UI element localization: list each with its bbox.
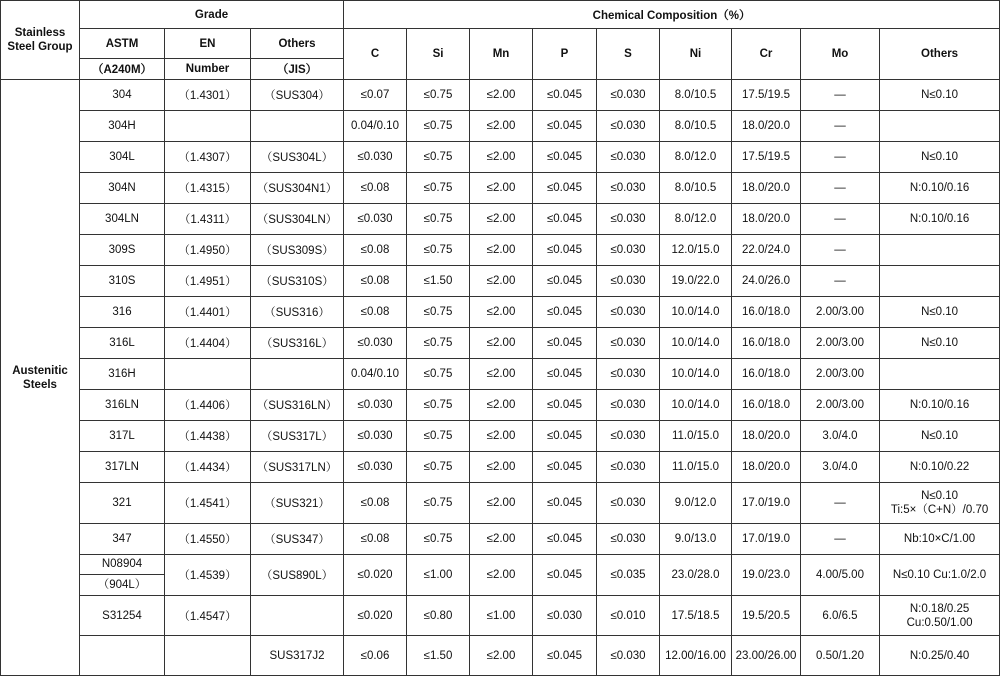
cell-si: ≤0.75 (407, 235, 470, 266)
cell-mo: 4.00/5.00 (801, 555, 880, 596)
cell-astm: 347 (80, 524, 165, 555)
cell-jis: （SUS317LN） (251, 452, 344, 483)
cell-other: N:0.25/0.40 (880, 636, 1000, 676)
astm-alias: （904L） (97, 579, 147, 591)
cell-en: （1.4438） (165, 421, 251, 452)
cell-mn: ≤2.00 (470, 80, 533, 111)
cell-mn: ≤2.00 (470, 328, 533, 359)
header-en: EN (165, 29, 251, 59)
cell-jis: （SUS316） (251, 297, 344, 328)
cell-en: （1.4951） (165, 266, 251, 297)
cell-si: ≤0.75 (407, 390, 470, 421)
cell-ni: 10.0/14.0 (660, 328, 732, 359)
cell-astm: 309S (80, 235, 165, 266)
cell-cr: 17.5/19.5 (732, 80, 801, 111)
cell-c: 0.04/0.10 (344, 111, 407, 142)
cell-other (880, 111, 1000, 142)
cell-mo: — (801, 142, 880, 173)
cell-ni: 8.0/10.5 (660, 173, 732, 204)
cell-mn: ≤2.00 (470, 390, 533, 421)
cell-si: ≤1.00 (407, 555, 470, 596)
header-en-sub: Number (165, 59, 251, 80)
cell-other: N:0.10/0.16 (880, 390, 1000, 421)
cell-p: ≤0.045 (533, 390, 597, 421)
cell-si: ≤0.75 (407, 297, 470, 328)
cell-en: （1.4315） (165, 173, 251, 204)
cell-cr: 24.0/26.0 (732, 266, 801, 297)
cell-p: ≤0.045 (533, 235, 597, 266)
cell-en: （1.4550） (165, 524, 251, 555)
cell-cr: 18.0/20.0 (732, 204, 801, 235)
cell-jis: （SUS316LN） (251, 390, 344, 421)
cell-s: ≤0.030 (597, 204, 660, 235)
cell-ni: 9.0/12.0 (660, 483, 732, 524)
cell-p: ≤0.045 (533, 173, 597, 204)
cell-en: （1.4311） (165, 204, 251, 235)
cell-s: ≤0.030 (597, 80, 660, 111)
cell-c: ≤0.08 (344, 173, 407, 204)
cell-p: ≤0.045 (533, 297, 597, 328)
cell-mo: 0.50/1.20 (801, 636, 880, 676)
cell-astm: 316LN (80, 390, 165, 421)
cell-other (880, 596, 1000, 636)
cell-ni: 17.5/18.5 (660, 596, 732, 636)
cell-s: ≤0.030 (597, 235, 660, 266)
cell-ni: 8.0/10.5 (660, 80, 732, 111)
cell-astm: 304 (80, 80, 165, 111)
cell-astm (80, 636, 165, 676)
cell-ni: 8.0/12.0 (660, 142, 732, 173)
cell-cr: 18.0/20.0 (732, 173, 801, 204)
cell-c: ≤0.08 (344, 297, 407, 328)
cell-s: ≤0.030 (597, 111, 660, 142)
cell-other (880, 483, 1000, 524)
cell-mo: 2.00/3.00 (801, 390, 880, 421)
cell-jis (251, 596, 344, 636)
cell-jis: （SUS309S） (251, 235, 344, 266)
cell-mo: — (801, 204, 880, 235)
cell-c: ≤0.030 (344, 142, 407, 173)
cell-si: ≤0.75 (407, 204, 470, 235)
cell-jis: （SUS304L） (251, 142, 344, 173)
cell-en (165, 636, 251, 676)
cell-astm: 304LN (80, 204, 165, 235)
cell-mn: ≤2.00 (470, 483, 533, 524)
header-grade: Grade (80, 1, 344, 29)
cell-mo: — (801, 483, 880, 524)
cell-cr: 16.0/18.0 (732, 359, 801, 390)
cell-jis: （SUS347） (251, 524, 344, 555)
cell-jis: （SUS316L） (251, 328, 344, 359)
cell-si: ≤0.75 (407, 359, 470, 390)
cell-en: （1.4547） (165, 596, 251, 636)
cell-mo: 2.00/3.00 (801, 359, 880, 390)
cell-jis: （SUS304N1） (251, 173, 344, 204)
cell-astm: 316H (80, 359, 165, 390)
cell-other: N≤0.10 Cu:1.0/2.0 (880, 555, 1000, 596)
header-stainless-steel-group: Stainless Steel Group (1, 1, 80, 80)
group-austenitic-steels: Austenitic Steels (1, 80, 80, 676)
table-row (1, 390, 1000, 421)
cell-astm: 321 (80, 483, 165, 524)
header-mo: Mo (801, 29, 880, 80)
cell-astm: 304N (80, 173, 165, 204)
cell-en: （1.4301） (165, 80, 251, 111)
table-row (1, 555, 1000, 596)
cell-s: ≤0.030 (597, 266, 660, 297)
header-s: S (597, 29, 660, 80)
header-ni: Ni (660, 29, 732, 80)
cell-astm: 316L (80, 328, 165, 359)
cell-si: ≤1.50 (407, 636, 470, 676)
cell-jis (251, 359, 344, 390)
cell-jis (251, 111, 344, 142)
table-row (1, 452, 1000, 483)
header-others-composition: Others (880, 29, 1000, 80)
table-row (1, 111, 1000, 142)
cell-s: ≤0.030 (597, 173, 660, 204)
cell-ni: 12.00/16.00 (660, 636, 732, 676)
cell-mn: ≤2.00 (470, 524, 533, 555)
table-row (1, 328, 1000, 359)
cell-other: N:0.10/0.16 (880, 204, 1000, 235)
cell-astm: 304L (80, 142, 165, 173)
cell-jis: SUS317J2 (251, 636, 344, 676)
cell-mn: ≤2.00 (470, 204, 533, 235)
table-body (1, 80, 1000, 676)
cell-mo: 3.0/4.0 (801, 452, 880, 483)
cell-c: ≤0.030 (344, 452, 407, 483)
cell-s: ≤0.030 (597, 483, 660, 524)
cell-s: ≤0.030 (597, 524, 660, 555)
cell-cr: 18.0/20.0 (732, 452, 801, 483)
other-line-2: Cu:0.50/1.00 (906, 616, 973, 629)
header-others-sub: （JIS） (251, 59, 344, 80)
cell-p: ≤0.045 (533, 142, 597, 173)
cell-c: ≤0.030 (344, 204, 407, 235)
cell-astm: S31254 (80, 596, 165, 636)
header-others-grade: Others (251, 29, 344, 59)
cell-mo: — (801, 173, 880, 204)
cell-mn: ≤2.00 (470, 636, 533, 676)
cell-c: ≤0.08 (344, 483, 407, 524)
cell-c: ≤0.06 (344, 636, 407, 676)
cell-cr: 18.0/20.0 (732, 111, 801, 142)
cell-en: （1.4401） (165, 297, 251, 328)
table-row (1, 80, 1000, 111)
cell-mn: ≤1.00 (470, 596, 533, 636)
cell-other: N≤0.10 (880, 328, 1000, 359)
cell-jis: （SUS310S） (251, 266, 344, 297)
cell-p: ≤0.045 (533, 266, 597, 297)
cell-other (880, 235, 1000, 266)
cell-s: ≤0.030 (597, 636, 660, 676)
cell-c: ≤0.020 (344, 555, 407, 596)
cell-astm: 317LN (80, 452, 165, 483)
cell-si: ≤0.75 (407, 173, 470, 204)
cell-ni: 9.0/13.0 (660, 524, 732, 555)
cell-en: （1.4950） (165, 235, 251, 266)
cell-mo: 2.00/3.00 (801, 328, 880, 359)
cell-s: ≤0.010 (597, 596, 660, 636)
cell-astm: 316 (80, 297, 165, 328)
header-astm-sub: （A240M） (80, 59, 165, 80)
table-row (1, 266, 1000, 297)
cell-mn: ≤2.00 (470, 359, 533, 390)
cell-s: ≤0.030 (597, 452, 660, 483)
table-row (1, 173, 1000, 204)
cell-c: ≤0.030 (344, 328, 407, 359)
cell-s: ≤0.030 (597, 328, 660, 359)
cell-en: （1.4406） (165, 390, 251, 421)
cell-si: ≤0.75 (407, 524, 470, 555)
cell-cr: 17.0/19.0 (732, 483, 801, 524)
cell-other: N≤0.10 (880, 421, 1000, 452)
cell-mo: 3.0/4.0 (801, 421, 880, 452)
cell-en: （1.4539） (165, 555, 251, 596)
cell-mo: 2.00/3.00 (801, 297, 880, 328)
cell-jis: （SUS304） (251, 80, 344, 111)
cell-jis: （SUS304LN） (251, 204, 344, 235)
cell-en (165, 111, 251, 142)
cell-other: Nb:10×C/1.00 (880, 524, 1000, 555)
header-si: Si (407, 29, 470, 80)
cell-jis: （SUS890L） (251, 555, 344, 596)
table-row (1, 596, 1000, 636)
cell-ni: 19.0/22.0 (660, 266, 732, 297)
cell-cr: 19.5/20.5 (732, 596, 801, 636)
cell-p: ≤0.045 (533, 483, 597, 524)
cell-en: （1.4404） (165, 328, 251, 359)
cell-c: ≤0.030 (344, 390, 407, 421)
cell-cr: 18.0/20.0 (732, 421, 801, 452)
cell-cr: 16.0/18.0 (732, 297, 801, 328)
cell-ni: 10.0/14.0 (660, 297, 732, 328)
cell-astm: 317L (80, 421, 165, 452)
cell-jis: （SUS321） (251, 483, 344, 524)
header-chemical-composition: Chemical Composition（%） (344, 1, 1000, 29)
cell-cr: 22.0/24.0 (732, 235, 801, 266)
cell-other: N≤0.10 (880, 142, 1000, 173)
cell-s: ≤0.030 (597, 142, 660, 173)
cell-si: ≤0.75 (407, 421, 470, 452)
cell-ni: 8.0/10.5 (660, 111, 732, 142)
cell-mo: — (801, 524, 880, 555)
cell-c: ≤0.030 (344, 421, 407, 452)
cell-si: ≤0.75 (407, 111, 470, 142)
cell-cr: 17.5/19.5 (732, 142, 801, 173)
cell-en: （1.4541） (165, 483, 251, 524)
cell-mo: — (801, 80, 880, 111)
cell-p: ≤0.045 (533, 80, 597, 111)
cell-mn: ≤2.00 (470, 297, 533, 328)
cell-ni: 12.0/15.0 (660, 235, 732, 266)
cell-c: ≤0.07 (344, 80, 407, 111)
cell-mn: ≤2.00 (470, 111, 533, 142)
cell-other: N≤0.10 (880, 80, 1000, 111)
cell-c: ≤0.08 (344, 235, 407, 266)
other-line-2: Ti:5×（C+N）/0.70 (890, 504, 989, 516)
cell-s: ≤0.030 (597, 359, 660, 390)
header-astm: ASTM (80, 29, 165, 59)
cell-c: 0.04/0.10 (344, 359, 407, 390)
cell-astm: 310S (80, 266, 165, 297)
cell-en: （1.4307） (165, 142, 251, 173)
cell-cr: 19.0/23.0 (732, 555, 801, 596)
cell-c: ≤0.020 (344, 596, 407, 636)
cell-si: ≤0.75 (407, 142, 470, 173)
cell-p: ≤0.045 (533, 328, 597, 359)
cell-si: ≤0.75 (407, 328, 470, 359)
cell-p: ≤0.045 (533, 524, 597, 555)
cell-mn: ≤2.00 (470, 452, 533, 483)
cell-ni: 11.0/15.0 (660, 421, 732, 452)
cell-mo: 6.0/6.5 (801, 596, 880, 636)
cell-ni: 8.0/12.0 (660, 204, 732, 235)
table-row (1, 235, 1000, 266)
other-line-1: N≤0.10 (921, 490, 959, 502)
cell-jis: （SUS317L） (251, 421, 344, 452)
header-p: P (533, 29, 597, 80)
table-row (1, 297, 1000, 328)
cell-si: ≤1.50 (407, 266, 470, 297)
cell-other: N:0.10/0.22 (880, 452, 1000, 483)
table-row (1, 359, 1000, 390)
table-row (1, 483, 1000, 524)
table-row (1, 524, 1000, 555)
cell-mn: ≤2.00 (470, 173, 533, 204)
cell-mn: ≤2.00 (470, 142, 533, 173)
cell-mo: — (801, 111, 880, 142)
cell-mn: ≤2.00 (470, 266, 533, 297)
cell-cr: 16.0/18.0 (732, 390, 801, 421)
cell-p: ≤0.045 (533, 204, 597, 235)
cell-other (880, 266, 1000, 297)
cell-other: N≤0.10 (880, 297, 1000, 328)
cell-p: ≤0.030 (533, 596, 597, 636)
cell-astm (80, 555, 165, 596)
cell-si: ≤0.75 (407, 80, 470, 111)
header-cr: Cr (732, 29, 801, 80)
cell-ni: 23.0/28.0 (660, 555, 732, 596)
cell-si: ≤0.75 (407, 483, 470, 524)
cell-p: ≤0.045 (533, 421, 597, 452)
cell-s: ≤0.035 (597, 555, 660, 596)
table-row (1, 636, 1000, 676)
cell-p: ≤0.045 (533, 636, 597, 676)
cell-ni: 10.0/14.0 (660, 359, 732, 390)
cell-ni: 11.0/15.0 (660, 452, 732, 483)
cell-cr: 23.00/26.00 (732, 636, 801, 676)
cell-en (165, 359, 251, 390)
cell-mn: ≤2.00 (470, 555, 533, 596)
cell-p: ≤0.045 (533, 555, 597, 596)
cell-mo: — (801, 235, 880, 266)
cell-cr: 16.0/18.0 (732, 328, 801, 359)
cell-p: ≤0.045 (533, 359, 597, 390)
cell-si: ≤0.80 (407, 596, 470, 636)
astm-uns-number: N08904 (80, 555, 164, 575)
table-row (1, 142, 1000, 173)
cell-en: （1.4434） (165, 452, 251, 483)
cell-p: ≤0.045 (533, 111, 597, 142)
cell-p: ≤0.045 (533, 452, 597, 483)
cell-cr: 17.0/19.0 (732, 524, 801, 555)
table-row (1, 204, 1000, 235)
cell-s: ≤0.030 (597, 421, 660, 452)
cell-ni: 10.0/14.0 (660, 390, 732, 421)
cell-mn: ≤2.00 (470, 421, 533, 452)
cell-s: ≤0.030 (597, 297, 660, 328)
cell-mo: — (801, 266, 880, 297)
cell-other: N:0.10/0.16 (880, 173, 1000, 204)
cell-s: ≤0.030 (597, 390, 660, 421)
cell-c: ≤0.08 (344, 266, 407, 297)
header-mn: Mn (470, 29, 533, 80)
header-c: C (344, 29, 407, 80)
cell-c: ≤0.08 (344, 524, 407, 555)
cell-other (880, 359, 1000, 390)
other-line-1: N:0.18/0.25 (909, 602, 970, 615)
cell-mn: ≤2.00 (470, 235, 533, 266)
cell-astm: 304H (80, 111, 165, 142)
table-row (1, 421, 1000, 452)
cell-si: ≤0.75 (407, 452, 470, 483)
